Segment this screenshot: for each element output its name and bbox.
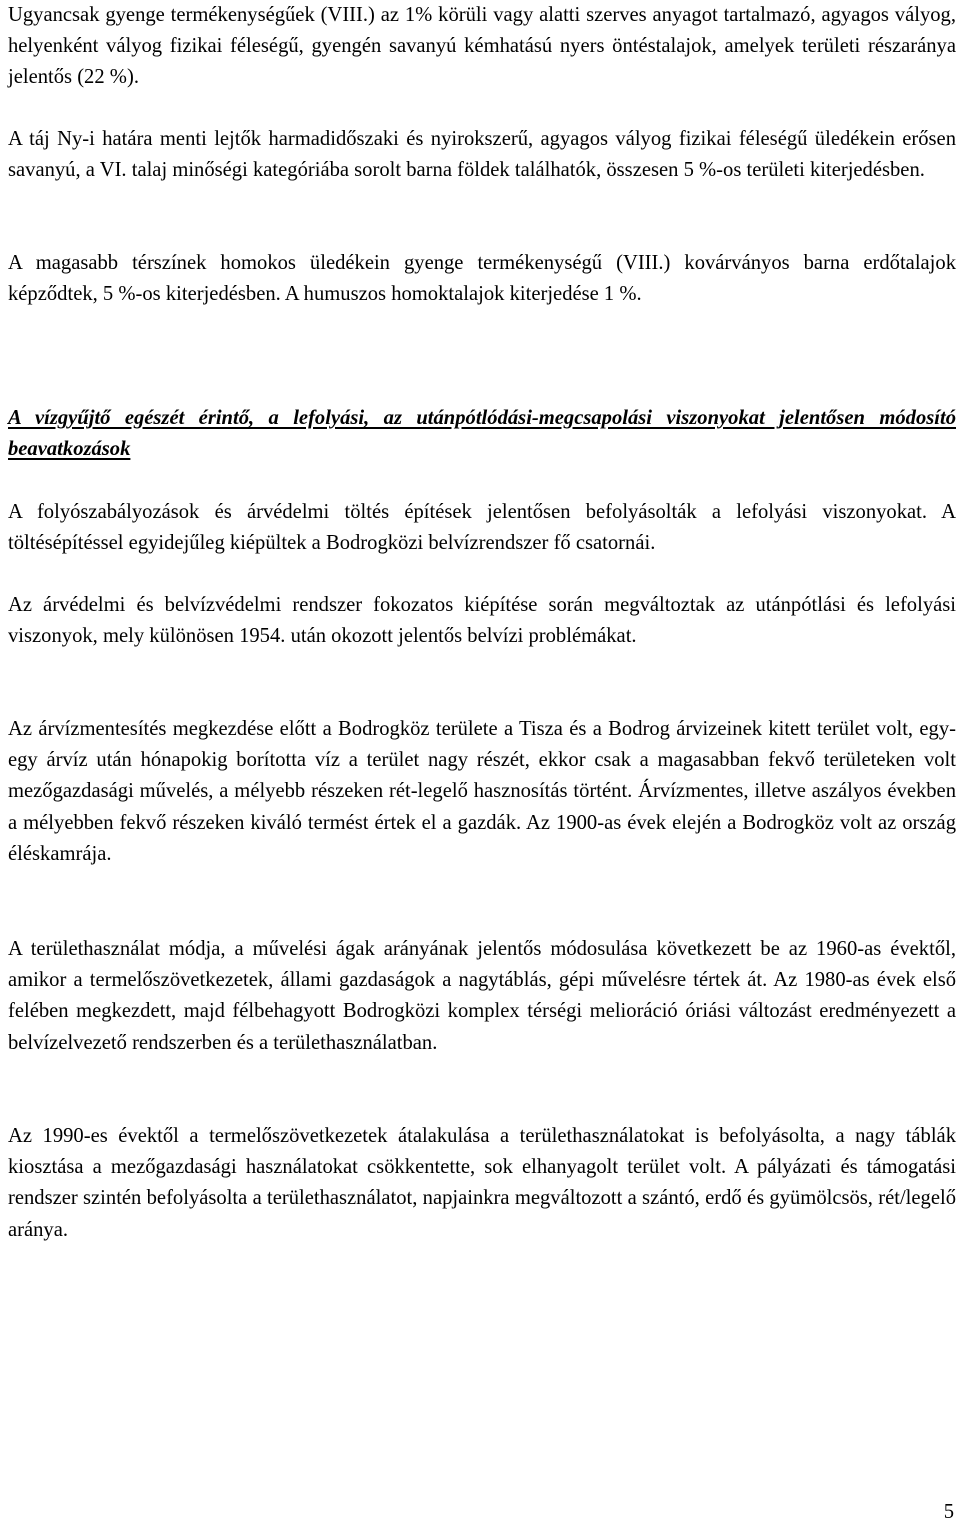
section-heading: A vízgyűjtő egészét érintő, a lefolyási, az utánpótlódási-megcsapolási viszonyokat jelentősen módosító beavatkozások xyxy=(8,407,956,461)
paragraph-land-use-change: A területhasználat módja, a művelési ágak arányának jelentős módosulása következett be az 1960-as évektől, amikor a termelőszövetkezetek, állami gazdaságok a nagytáblás, gépi művelésre tértek át. Az 1980-as évek első felében megkezdett, majd félbehagyott Bodrogközi komplex térségi melioráció óriási változást eredményezett a belvízelvezető rendszerben és a területhasználatban. xyxy=(8,938,956,1054)
paragraph-soil-fertility: Ugyancsak gyenge termékenységűek (VIII.) az 1% körüli vagy alatti szerves anyagot tartalmazó, agyagos vályog, helyenként vályog fizikai féleségű, gyengén savanyú kémhatású nyers öntéstalajok, amelyek területi részaránya jelentős (22 %). xyxy=(8,4,956,89)
paragraph-flood-protection: Az árvédelmi és belvízvédelmi rendszer fokozatos kiépítése során megváltoztak az utánpótlási és lefolyási viszonyok, mely különösen 1954. után okozott jelentős belvízi problémákat. xyxy=(8,594,956,648)
paragraph-forest-soils: A magasabb térszínek homokos üledékein gyenge termékenységű (VIII.) kovárványos barna erdőtalajok képződtek, 5 %-os kiterjedésben. A humuszos homoktalajok kiterjedése 1 %. xyxy=(8,252,956,306)
paragraph-brown-soils: A táj Ny-i határa menti lejtők harmadidőszaki és nyirokszerű, agyagos vályog fizikai féleségű üledékein erősen savanyú, a VI. talaj minőségi kategóriába sorolt barna földek találhatók, összesen 5 %-os területi kiterjedésben. xyxy=(8,128,956,182)
paragraph-river-regulation: A folyószabályozások és árvédelmi töltés építések jelentősen befolyásolták a lefolyási viszonyokat. A töltésépítéssel egyidejűleg kiépültek a Bodrogközi belvízrendszer fő csatornái. xyxy=(8,501,956,555)
page-number: 5 xyxy=(943,1501,954,1523)
paragraph-1990s: Az 1990-es évektől a termelőszövetkezetek átalakulása a területhasználatokat is befolyásolta, a nagy táblák kiosztása a mezőgazdasági használatokat csökkentette, sok elhanyagolt terület volt. A pályázati és támogatási rendszer szintén befolyásolta a területhasználatot, napjainkra megváltozott a szántó, erdő és gyümölcsös, rét/legelő aránya. xyxy=(8,1125,956,1241)
paragraph-flood-history: Az árvízmentesítés megkezdése előtt a Bodrogköz területe a Tisza és a Bodrog árvizeinek kitett terület volt, egy-egy árvíz után hónapokig borította víz a terület nagy részét, ekkor csak a magasabban fekvő területeken volt mezőgazdasági művelés, a mélyebb részeken rét-legelő hasznosítás történt. Árvízmentes, illetve aszályos években a mélyebben fekvő részeken kiváló termést értek el a gazdák. Az 1900-as évek elején a Bodrogköz volt az ország éléskamrája. xyxy=(8,718,956,865)
